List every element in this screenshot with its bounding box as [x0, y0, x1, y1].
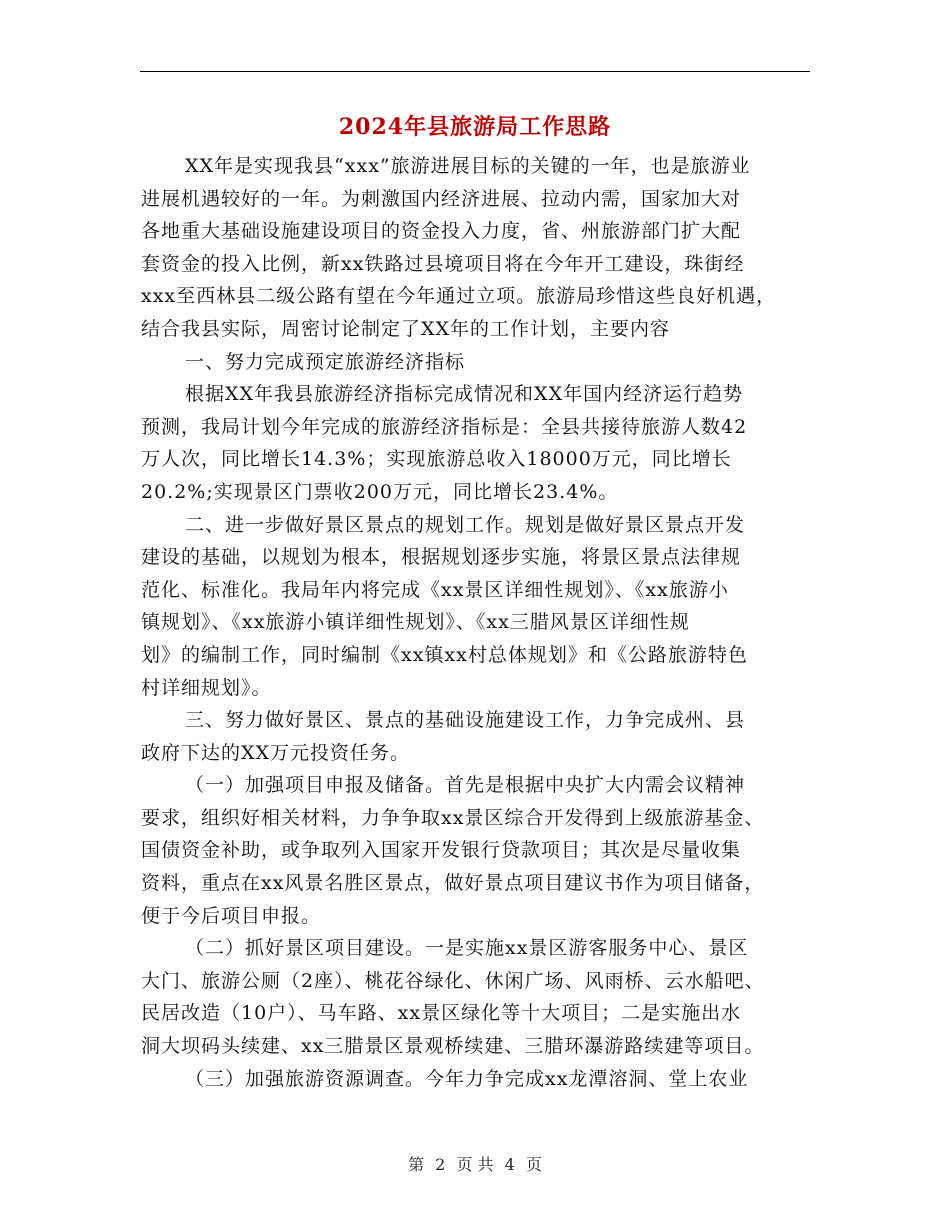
body-line: 二、进一步做好景区景点的规划工作。规划是做好景区景点开发 [185, 513, 746, 536]
footer-mid: 页 共 [456, 1155, 494, 1174]
body-line: 套资金的投入比例，新xx铁路过县境项目将在今年开工建设，珠街经 [141, 252, 745, 275]
document-body [141, 150, 811, 1095]
footer-page-current: 2 [435, 1155, 446, 1174]
body-line: 建设的基础，以规划为根本，根据规划逐步实施，将景区景点法律规 [141, 546, 742, 569]
page-footer [0, 1154, 950, 1176]
body-line: 划》的编制工作，同时编制《xx镇xx村总体规划》和《公路旅游特色 [141, 643, 748, 666]
body-line: xxx至西林县二级公路有望在今年通过立项。旅游局珍惜这些良好机遇， [141, 285, 777, 308]
header-rule [140, 71, 810, 72]
body-line: XX年是实现我县“xxx”旅游进展目标的关键的一年，也是旅游业 [185, 155, 751, 177]
body-line: 结合我县实际，周密讨论制定了XX年的工作计划，主要内容 [141, 317, 671, 340]
body-line: 村详细规划》。 [141, 676, 272, 699]
body-line: 根据XX年我县旅游经济指标完成情况和XX年国内经济运行趋势 [185, 383, 744, 406]
body-line: 各地重大基础设施建设项目的资金投入力度，省、州旅游部门扩大配 [141, 220, 742, 243]
footer-prefix: 第 [408, 1155, 425, 1174]
body-line: 三、努力做好景区、景点的基础设施建设工作，力争完成州、县 [185, 709, 746, 732]
body-line: 资料，重点在xx风景名胜区景点，做好景点项目建议书作为项目储备， [141, 872, 765, 895]
body-line: 镇规划》、《xx旅游小镇详细性规划》、《xx三腊风景区详细性规 [141, 611, 690, 634]
body-line: 万人次，同比增长14.3%；实现旅游总收入18000万元，同比增长 [141, 448, 732, 471]
footer-suffix: 页 [525, 1155, 542, 1174]
body-line: （三）加强旅游资源调查。今年力争完成xx龙潭溶洞、堂上农业 [185, 1067, 749, 1090]
page-title: 2024年县旅游局工作思路 [338, 114, 612, 140]
body-line: 民居改造（10户）、马车路、xx景区绿化等十大项目；二是实施出水 [141, 1002, 742, 1025]
body-line: 洞大坝码头续建、xx三腊景区景观桥续建、三腊环瀑游路续建等项目。 [141, 1035, 765, 1058]
body-line: 便于今后项目申报。 [141, 904, 322, 927]
body-line: 预测，我局计划今年完成的旅游经济指标是：全县共接待旅游人数42 [141, 415, 748, 438]
section-heading: 一、努力完成预定旅游经济指标 [185, 350, 466, 373]
body-line: 进展机遇较好的一年。为刺激国内经济进展、拉动内需，国家加大对 [141, 187, 742, 210]
body-line: 要求，组织好相关材料，力争争取xx景区综合开发得到上级旅游基金、 [141, 806, 765, 829]
body-line: 政府下达的XX万元投资任务。 [141, 741, 411, 764]
body-line: （二）抓好景区项目建设。一是实施xx景区游客服务中心、景区 [185, 937, 749, 960]
body-line: 国债资金补助，或争取列入国家开发银行贷款项目；其次是尽量收集 [141, 839, 742, 862]
body-line: （一）加强项目申报及储备。首先是根据中央扩大内需会议精神 [185, 774, 746, 797]
body-line: 范化、标准化。我局年内将完成《xx景区详细性规划》、《xx旅游小 [141, 578, 729, 601]
footer-page-total: 4 [504, 1155, 515, 1174]
body-line: 大门、旅游公厕（2座）、桃花谷绿化、休闲广场、风雨桥、云水船吧、 [141, 969, 765, 992]
body-line: 20.2%;实现景区门票收200万元，同比增长23.4%。 [141, 480, 619, 503]
